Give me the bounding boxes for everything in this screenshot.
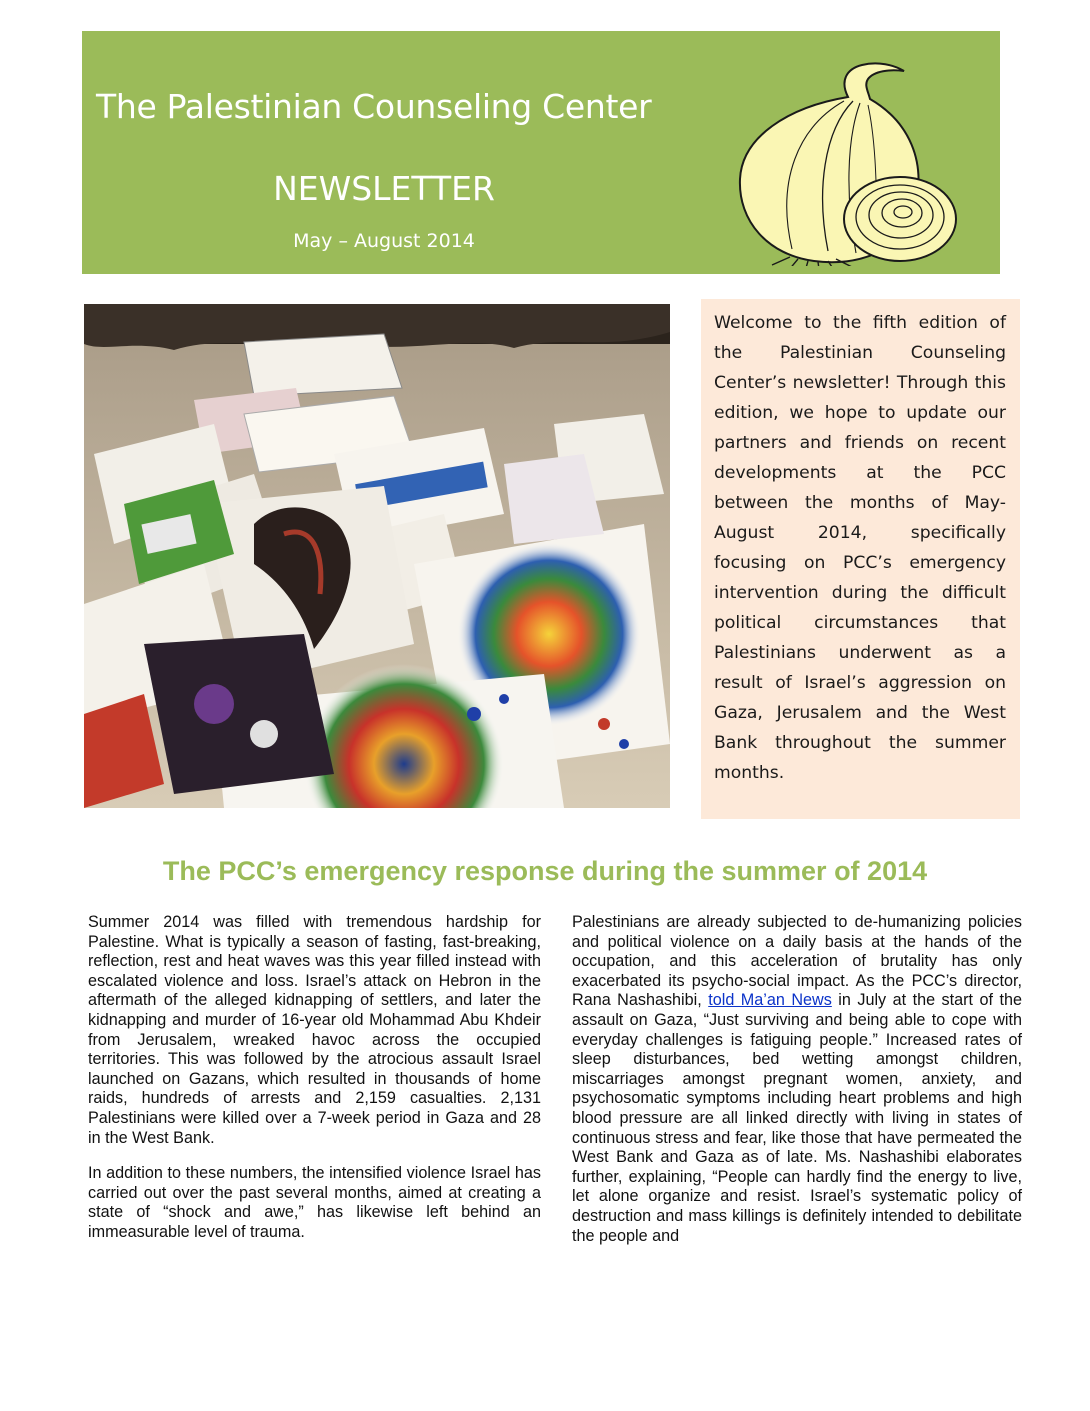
welcome-text: Welcome to the fifth edition of the Palestinian Counseling Center’s newsletter! Through this edition, we hope to update our partners and friends on recent developments at the PCC between the months of May-August 2014, specifically focusing on PCC’s emergency intervention during the difficult political circumstances that Palestinians underwent as a result of Israel’s aggression on Gaza, Jerusalem and the West Bank throughout the summer months.	[714, 313, 1006, 783]
welcome-box	[701, 299, 1020, 819]
edition-period: May – August 2014	[293, 230, 475, 252]
article-title: The PCC’s emergency response during the summer of 2014	[162, 856, 928, 886]
article-paragraph	[572, 913, 1022, 1246]
article-text: Palestinians are already subjected to de-humanizing policies and political violence on a daily basis at the hands of the occupation, and this acceleration of brutality has only exacerbated its psycho-social impact. As the PCC’s director, Rana Nashashibi,	[572, 913, 1022, 1010]
article-paragraph: In addition to these numbers, the intensified violence Israel has carried out over the past several months, aimed at creating a state of “shock and awe,” has likewise left behind an immeasurable level of trauma.	[88, 1164, 541, 1241]
onion-logo-icon	[728, 61, 958, 266]
article-paragraph: Summer 2014 was filled with tremendous hardship for Palestine. What is typically a season of fasting, fast-breaking, reflection, rest and heat waves was this year filled instead with escalated violence and loss. Israel’s attack on Hebron in the aftermath of the alleged kidnapping of settlers, and later the kidnapping and murder of 16-year old Mohammad Abu Khdeir from Jerusalem, wreaked havoc across the occupied territories. This was followed by the atrocious assault Israel launched on Gazans, which resulted in thousands of home raids, hundreds of arrests and 2,159 casualties. 2,131 Palestinians were killed over a 7-week period in Gaza and 28 in the West Bank.	[88, 913, 541, 1147]
article-column-left	[88, 913, 541, 1259]
art-therapy-photo	[84, 304, 670, 808]
article-text: in July at the start of the assault on Gaza, “Just surviving and being able to cope with everyday challenges is fatiguing people.” Increased rates of sleep disturbances, bed wetting amongst children, miscarriages amongst pregnant women, anxiety, and psychosomatic symptoms including heart problems and high blood pressure are all linked directly with living in states of continuous stress and fear, like those that have permeated the West Bank and Gaza as of late. Ms. Nashashibi elaborates further, explaining, “People can hardly find the energy to live, let alone organize and resist. Israel’s systematic policy of destruction and mass killings is definitely intended to debilitate the people and	[572, 991, 1022, 1245]
article-column-right	[572, 913, 1022, 1262]
org-name: The Palestinian Counseling Center	[96, 87, 652, 126]
newsletter-banner	[82, 31, 1000, 274]
maan-news-link[interactable]: told Ma’an News	[708, 991, 832, 1010]
publication-title: NEWSLETTER	[273, 169, 495, 208]
